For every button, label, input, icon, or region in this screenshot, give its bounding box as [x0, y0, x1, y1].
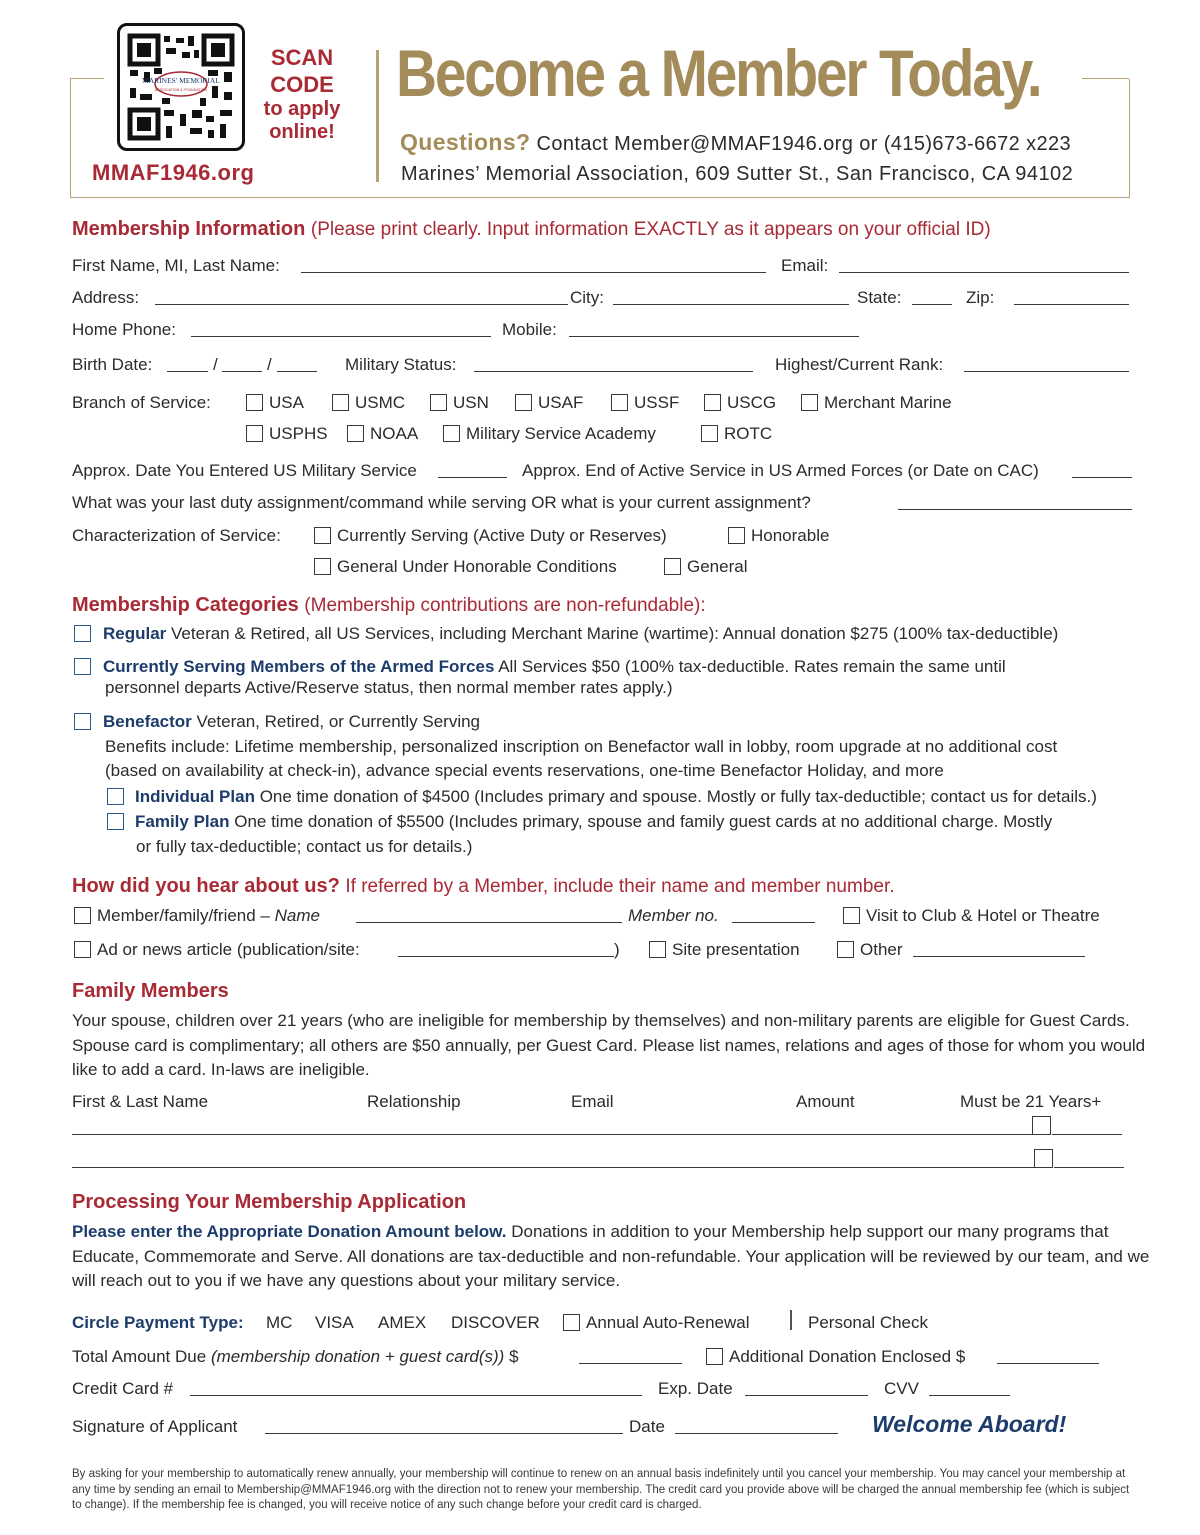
hear-ad[interactable]: [74, 940, 360, 960]
checkbox[interactable]: [107, 813, 124, 830]
family-row-2-age-line: [1054, 1167, 1124, 1168]
checkbox[interactable]: [704, 394, 721, 411]
birth-date-label: Birth Date:: [72, 355, 153, 374]
category-text: Veteran & Retired, all US Services, including Merchant Marine (wartime): Annual donation $275 (100% tax-deductible): [171, 624, 1059, 643]
duty-field[interactable]: [898, 509, 1132, 510]
total-due-label: Total Amount Due: [72, 1347, 207, 1366]
hear-ad-label: Ad or news article (publication/site:: [97, 940, 360, 959]
branch-label-text: USPHS: [269, 424, 328, 443]
category-title: Benefactor: [103, 712, 192, 731]
end-service-label: Approx. End of Active Service in US Armed Forces (or Date on CAC): [522, 461, 1039, 480]
category-text: Veteran, Retired, or Currently Serving: [196, 712, 481, 731]
qr-code[interactable]: [117, 23, 245, 151]
payment-divider: [790, 1310, 792, 1330]
auto-renewal-label: Annual Auto-Renewal: [586, 1313, 750, 1332]
family-paragraph: Your spouse, children over 21 years (who are ineligible for membership by themselves) and non-military parents are eligible for Guest Cards. Spouse card is complimentary; all others are $50 annually, per Guest Card. Please list names, relations and ages of those for whom you would like to add a card. In-laws are ineligible.: [72, 1011, 1146, 1079]
characterization-label: Characterization of Service:: [72, 526, 281, 545]
hear-subtitle: If referred by a Member, include their name and member number.: [345, 876, 895, 897]
family-row-1-age-checkbox[interactable]: [1032, 1116, 1051, 1135]
categories-title: Membership Categories: [72, 594, 299, 616]
checkbox[interactable]: [649, 941, 666, 958]
city-label: City:: [570, 288, 604, 307]
date-label: Date: [629, 1417, 665, 1436]
birth-year-field[interactable]: [277, 371, 317, 372]
ad-publication-field[interactable]: [398, 956, 614, 957]
branch-option-usmc[interactable]: [332, 393, 405, 413]
char-label-text: Currently Serving (Active Duty or Reserves): [337, 526, 667, 545]
logo-subtext: ASSOCIATION & FOUNDATION: [154, 88, 208, 92]
home-phone-field[interactable]: [191, 336, 491, 337]
family-row-1-age-line: [1052, 1134, 1122, 1135]
checkbox[interactable]: [74, 907, 91, 924]
rank-label: Highest/Current Rank:: [775, 355, 944, 374]
payment-type-label: Circle Payment Type:: [72, 1313, 244, 1332]
signature-field[interactable]: [265, 1433, 623, 1434]
qr-code-icon: [120, 26, 242, 148]
membership-info-heading: [72, 217, 991, 242]
family-row-2-age-checkbox[interactable]: [1034, 1149, 1053, 1168]
duty-label: What was your last duty assignment/command while serving OR what is your current assignment?: [72, 493, 811, 512]
branch-label-text: Military Service Academy: [466, 424, 656, 443]
branch-option-usaf[interactable]: [515, 393, 583, 413]
branch-label-text: Merchant Marine: [824, 393, 952, 412]
address-field[interactable]: [155, 304, 568, 305]
checkbox[interactable]: [728, 527, 745, 544]
branch-label-text: NOAA: [370, 424, 419, 443]
cvv-field[interactable]: [929, 1395, 1010, 1396]
hear-visit[interactable]: [843, 906, 1100, 926]
rank-field[interactable]: [964, 371, 1129, 372]
char-option-general-honorable[interactable]: [314, 557, 617, 577]
category-title: Currently Serving Members of the Armed Forces: [103, 657, 495, 676]
checkbox[interactable]: [706, 1348, 723, 1365]
address-line: Marines’ Memorial Association, 609 Sutter St., San Francisco, CA 94102: [401, 163, 1074, 185]
mobile-label: Mobile:: [502, 320, 557, 339]
scan-line-1: SCAN: [270, 45, 334, 70]
checkbox[interactable]: [246, 394, 263, 411]
signature-label: Signature of Applicant: [72, 1417, 238, 1436]
branch-option-rotc[interactable]: [701, 424, 772, 444]
char-label-text: General Under Honorable Conditions: [337, 557, 617, 576]
family-col-relationship: Relationship: [367, 1092, 461, 1111]
checkbox[interactable]: [74, 625, 91, 642]
benefits-line-2: (based on availability at check-in), advance special events reservations, one-time Benefactor Holiday, and more: [105, 761, 944, 780]
logo-text: MARINES' MEMORIAL: [142, 76, 220, 85]
category-benefactor[interactable]: [74, 712, 480, 732]
categories-subtitle: (Membership contributions are non-refundable):: [304, 595, 706, 616]
checkbox[interactable]: [74, 658, 91, 675]
zip-label: Zip:: [966, 288, 995, 307]
branch-option-usn[interactable]: [430, 393, 489, 413]
questions-label: Questions?: [400, 129, 531, 155]
address-label: Address:: [72, 288, 140, 307]
auto-renewal-option[interactable]: [563, 1313, 750, 1333]
plan-family-text-2: or fully tax-deductible; contact us for details.): [136, 837, 473, 856]
payment-amex[interactable]: AMEX: [378, 1313, 427, 1332]
welcome-aboard: Welcome Aboard!: [872, 1411, 1067, 1437]
referrer-name-field[interactable]: [356, 922, 622, 923]
branch-label-text: USCG: [727, 393, 777, 412]
page-title: Become a Member Today.: [396, 36, 1041, 110]
hear-title: How did you hear about us?: [72, 875, 340, 897]
checkbox[interactable]: [443, 425, 460, 442]
hear-name-label: Name: [274, 906, 320, 925]
personal-check-option[interactable]: Personal Check: [808, 1313, 929, 1332]
char-label-text: General: [687, 557, 748, 576]
military-status-field[interactable]: [474, 371, 753, 372]
hear-site-label: Site presentation: [672, 940, 800, 959]
branch-label-text: USA: [269, 393, 304, 412]
category-serving[interactable]: [74, 657, 1006, 677]
checkbox[interactable]: [332, 394, 349, 411]
additional-donation-option[interactable]: [706, 1347, 965, 1367]
branch-label-text: USSF: [634, 393, 680, 412]
category-title: Regular: [103, 624, 167, 643]
contact-info: Contact Member@MMAF1946.org or (415)673-6672 x223: [536, 133, 1072, 155]
birth-slash-1: /: [213, 355, 218, 374]
family-col-email: Email: [571, 1092, 614, 1111]
hear-site[interactable]: [649, 940, 800, 960]
branch-option-ussf[interactable]: [611, 393, 679, 413]
payment-visa[interactable]: VISA: [315, 1313, 354, 1332]
name-label: First Name, MI, Last Name:: [72, 256, 280, 275]
checkbox[interactable]: [107, 788, 124, 805]
website-link[interactable]: MMAF1946.org: [92, 160, 255, 185]
category-serving-text-2: personnel departs Active/Reserve status, then normal member rates apply.): [105, 678, 673, 697]
checkbox[interactable]: [430, 394, 447, 411]
processing-heading: Processing Your Membership Application: [72, 1191, 467, 1213]
credit-card-field[interactable]: [190, 1395, 642, 1396]
hear-other-label: Other: [860, 940, 903, 959]
payment-type-row: [72, 1313, 244, 1333]
branch-option-noaa[interactable]: [347, 424, 418, 444]
city-field[interactable]: [613, 304, 849, 305]
processing-paragraph: [72, 1220, 1152, 1294]
scan-code-text: [262, 44, 342, 144]
scan-line-3: to apply: [263, 98, 341, 120]
hear-visit-label: Visit to Club & Hotel or Theatre: [866, 906, 1100, 925]
benefits-line-1: Benefits include: Lifetime membership, personalized inscription on Benefactor wall in lobby, room upgrade at no additional cost: [105, 737, 1058, 756]
payment-mc[interactable]: MC: [266, 1313, 293, 1332]
family-row-2[interactable]: [72, 1167, 1034, 1168]
birth-slash-2: /: [267, 355, 272, 374]
branch-label-text: ROTC: [724, 424, 773, 443]
home-phone-label: Home Phone:: [72, 320, 176, 339]
member-no-label: Member no.: [628, 906, 719, 925]
dollar-sign: $: [509, 1347, 519, 1366]
ad-close-paren: ): [614, 940, 620, 959]
checkbox[interactable]: [837, 941, 854, 958]
header-divider: [376, 50, 379, 182]
hear-member-label: Member/family/friend –: [97, 906, 270, 925]
mobile-field[interactable]: [569, 336, 859, 337]
email-field[interactable]: [839, 272, 1129, 273]
membership-info-subtitle: (Please print clearly. Input information EXACTLY as it appears on your official ID): [310, 219, 991, 240]
family-col-age: Must be 21 Years+: [960, 1092, 1102, 1111]
category-text: All Services $50 (100% tax-deductible. Rates remain the same until: [498, 657, 1006, 676]
hear-heading: [72, 874, 895, 899]
total-due-note: (membership donation + guest card(s)): [210, 1347, 505, 1366]
family-col-name: First & Last Name: [72, 1092, 209, 1111]
date-field[interactable]: [675, 1433, 838, 1434]
checkbox[interactable]: [515, 394, 532, 411]
plan-text: One time donation of $4500 (Includes primary and spouse. Mostly or fully tax-deductible; contact us for details.): [259, 787, 1097, 806]
char-option-general[interactable]: [664, 557, 747, 577]
char-option-serving[interactable]: [314, 526, 667, 546]
cvv-label: CVV: [884, 1379, 919, 1398]
member-no-field[interactable]: [732, 922, 815, 923]
branch-option-usphs[interactable]: [246, 424, 328, 444]
credit-card-label: Credit Card #: [72, 1379, 174, 1398]
total-due-field[interactable]: [579, 1363, 682, 1364]
plan-text: One time donation of $5500 (Includes primary, spouse and family guest cards at no additional charge. Mostly: [234, 812, 1053, 831]
plan-title: Family Plan: [135, 812, 230, 831]
entered-service-label: Approx. Date You Entered US Military Service: [72, 461, 417, 480]
branch-option-academy[interactable]: [443, 424, 656, 444]
branch-label: Branch of Service:: [72, 393, 211, 412]
checkbox[interactable]: [74, 941, 91, 958]
checkbox[interactable]: [801, 394, 818, 411]
birth-month-field[interactable]: [167, 371, 208, 372]
plan-family[interactable]: [107, 812, 1052, 832]
branch-option-uscg[interactable]: [704, 393, 776, 413]
zip-field[interactable]: [1014, 304, 1129, 305]
scan-line-2: CODE: [270, 72, 334, 97]
state-label: State:: [857, 288, 902, 307]
checkbox[interactable]: [664, 558, 681, 575]
payment-discover[interactable]: DISCOVER: [451, 1313, 540, 1332]
name-field[interactable]: [301, 272, 766, 273]
checkbox[interactable]: [843, 907, 860, 924]
checkbox[interactable]: [314, 527, 331, 544]
additional-donation-field[interactable]: [997, 1363, 1099, 1364]
checkbox[interactable]: [347, 425, 364, 442]
hear-member[interactable]: [74, 906, 320, 926]
membership-info-title: Membership Information: [72, 218, 306, 240]
family-heading: Family Members: [72, 980, 229, 1002]
scan-line-4: online!: [269, 121, 335, 143]
branch-label-text: USMC: [355, 393, 406, 412]
branch-label-text: USN: [453, 393, 489, 412]
email-label: Email:: [781, 256, 829, 275]
branch-option-merchant-marine[interactable]: [801, 393, 952, 413]
checkbox[interactable]: [701, 425, 718, 442]
checkbox[interactable]: [74, 713, 91, 730]
plan-individual[interactable]: [107, 787, 1097, 807]
category-regular[interactable]: [74, 624, 1058, 644]
birth-day-field[interactable]: [222, 371, 262, 372]
additional-donation-label: Additional Donation Enclosed $: [729, 1347, 966, 1366]
exp-date-label: Exp. Date: [658, 1379, 733, 1398]
checkbox[interactable]: [246, 425, 263, 442]
hear-other[interactable]: [837, 940, 903, 960]
processing-text: Donations in addition to your Membership help support our many programs that Educate, Commemorate and Serve. All donations are tax-deductible and non-refundable. Your application will be reviewed by our team, and we will reach out to you if we have any questions about your military service.: [72, 1222, 1150, 1290]
char-label-text: Honorable: [751, 526, 830, 545]
family-row-1[interactable]: [72, 1134, 1032, 1135]
family-col-amount: Amount: [796, 1092, 855, 1111]
processing-lead: Please enter the Appropriate Donation Amount below.: [72, 1222, 507, 1241]
checkbox[interactable]: [563, 1314, 580, 1331]
branch-option-usa[interactable]: [246, 393, 304, 413]
end-service-field[interactable]: [1072, 477, 1132, 478]
questions-line: [400, 129, 1071, 157]
checkbox[interactable]: [611, 394, 628, 411]
other-field[interactable]: [913, 956, 1085, 957]
branch-label-text: USAF: [538, 393, 584, 412]
entered-service-field[interactable]: [438, 477, 507, 478]
exp-date-field[interactable]: [745, 1395, 868, 1396]
categories-heading: [72, 593, 706, 618]
char-option-honorable[interactable]: [728, 526, 829, 546]
checkbox[interactable]: [314, 558, 331, 575]
state-field[interactable]: [912, 304, 952, 305]
military-status-label: Military Status:: [345, 355, 457, 374]
plan-title: Individual Plan: [135, 787, 255, 806]
footer-disclaimer: By asking for your membership to automatically renew annually, your membership will continue to renew on an annual basis indefinitely until you cancel your membership. You may cancel your membership at any time by sending an email to Membership@MMAF1946.org with the direction not to renew your membership. The credit card you provide above will be charged the annual membership fee (which is subject to change). If the membership fee is changed, you will receive notice of any such change before your credit card is charged.: [72, 1468, 1130, 1511]
total-due-row: [72, 1347, 519, 1367]
